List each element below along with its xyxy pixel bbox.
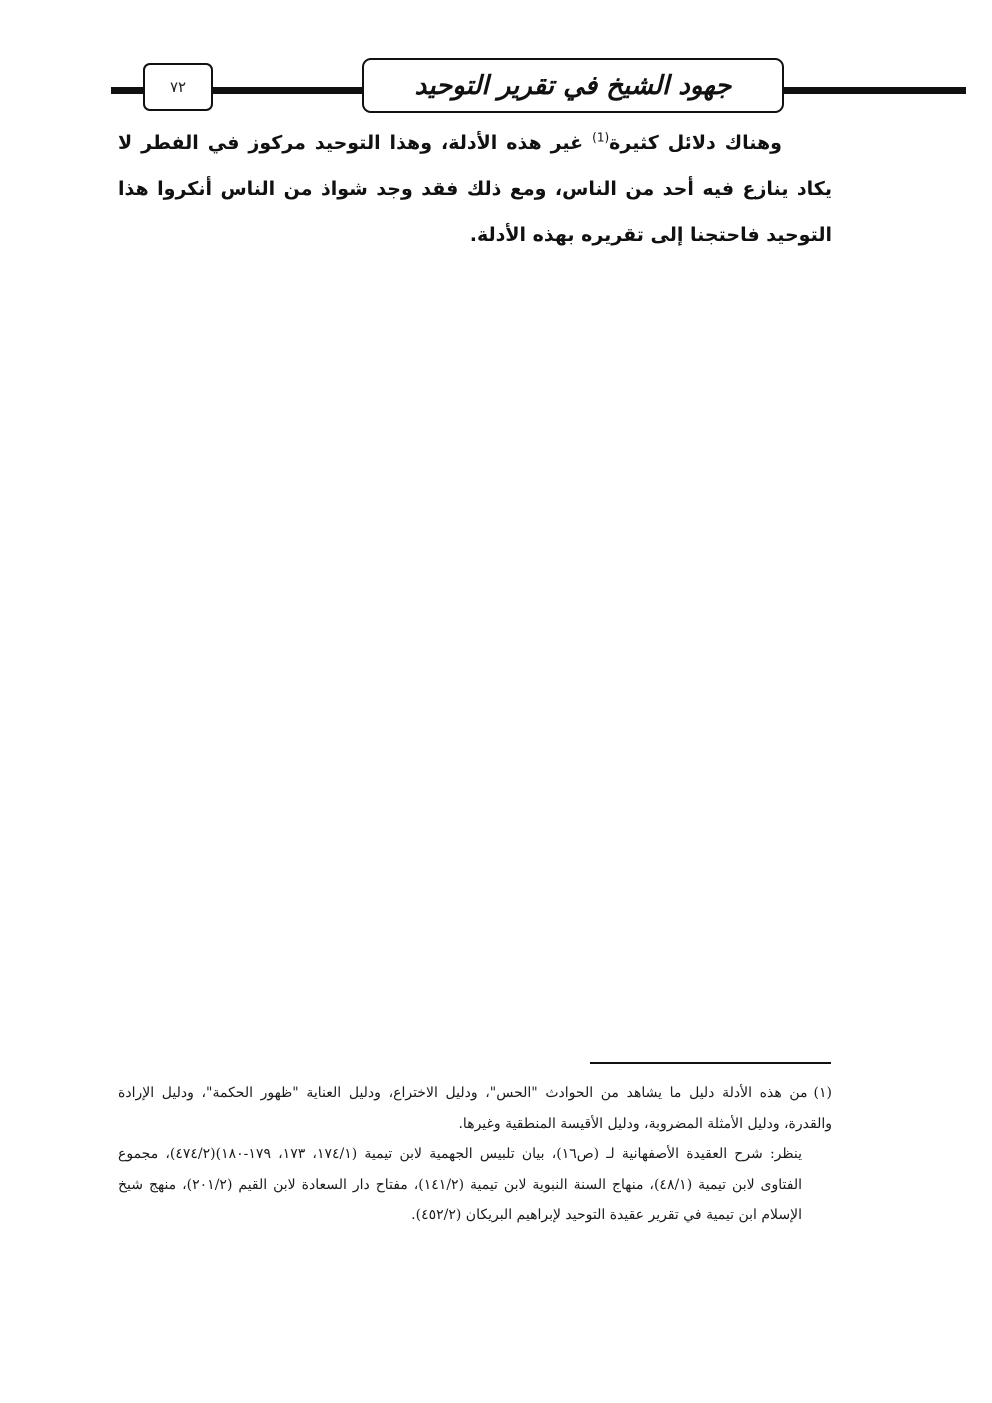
footnote-separator [590,1062,831,1064]
footnote-reference[interactable]: (1) [592,130,610,145]
footnote-1 [118,1078,832,1139]
footnotes [118,1078,832,1231]
footnote-text: من هذه الأدلة دليل ما يشاهد من الحوادث "الحس"، ودليل الاختراع، ودليل العناية "ظهور الحكمة"، ودليل الإرادة والقدرة، ودليل الأمثلة المضروبة، ودليل الأقيسة المنطقية وغيرها. [118,1085,832,1132]
footnote-references: ينظر: شرح العقيدة الأصفهانية لـ (ص١٦)، بيان تلبيس الجهمية لابن تيمية (١٧٤/١، ١٧٣، ١٧٩-١٨٠)(٤٧٤/٢)، مجموع الفتاوى لابن تيمية (٤٨/١)، منهاج السنة النبوية لابن تيمية (١٤١/٢)، مفتاح دار السعادة لابن القيم (٢٠١/٢)، منهج شيخ الإسلام ابن تيمية في تقرير عقيدة التوحيد لإبراهيم البريكان (٤٥٢/٢). [118,1146,803,1223]
body-text-start: وهناك دلائل كثيرة [609,132,782,154]
footnote-number: (١) [813,1085,832,1101]
body-text-rest: غير هذه الأدلة، وهذا التوحيد مركوز في الفطر لا يكاد ينازع فيه أحد من الناس، ومع ذلك فقد وجد شواذ من الناس أنكروا هذا التوحيد فاحتجنا إلى تقريره بهذه الأدلة. [118,132,832,246]
running-title: جهود الشيخ في تقرير التوحيد [362,58,784,113]
main-text [118,120,832,258]
body-paragraph [118,120,832,258]
page-number: ٧٢ [143,63,213,111]
